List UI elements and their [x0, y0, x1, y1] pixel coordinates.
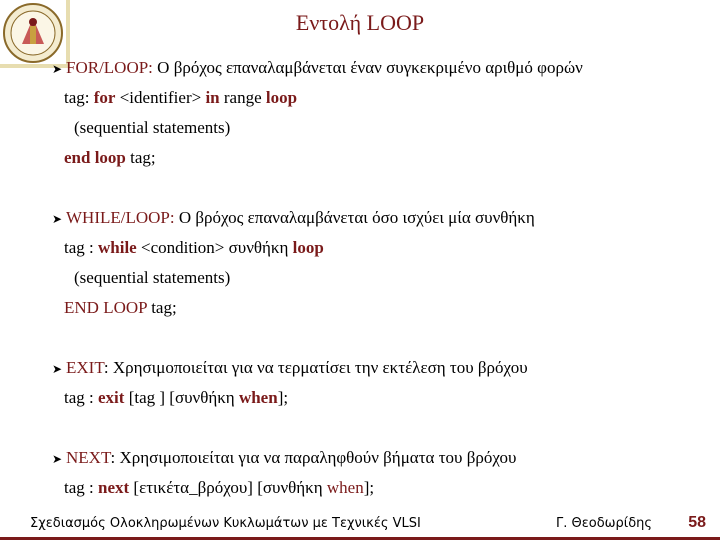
slide-title: Εντολή LOOP — [295, 10, 425, 35]
for-code-line-2: (sequential statements) — [74, 118, 231, 137]
exit-keyword: EXIT — [66, 358, 104, 377]
for-heading — [52, 58, 583, 78]
arrow-bullet-icon: ➤ — [52, 62, 63, 76]
page-number: 58 — [688, 514, 706, 531]
while-keyword: WHILE/LOOP: — [66, 208, 175, 227]
while-code-line-2: (sequential statements) — [74, 268, 231, 287]
for-code-line-3: end loop tag; — [64, 148, 156, 167]
footer-author: Γ. Θεοδωρίδης — [556, 516, 653, 531]
exit-code-line-1: tag : exit [tag ] [συνθήκη when]; — [64, 388, 289, 407]
next-code-line-1: tag : next [ετικέτα_βρόχου] [συνθήκη when]; — [64, 478, 375, 497]
for-keyword: FOR/LOOP: — [66, 58, 153, 77]
while-code-line-1: tag : while <condition> συνθήκη loop — [64, 238, 324, 257]
footer-course-title: Σχεδιασμός Ολοκληρωμένων Κυκλωμάτων με Τεχνικές VLSI — [30, 516, 421, 531]
arrow-bullet-icon: ➤ — [52, 212, 63, 226]
next-description: : Χρησιμοποιείται για να παραληφθούν βήματα του βρόχου — [110, 448, 517, 467]
arrow-bullet-icon: ➤ — [52, 452, 63, 466]
for-code-line-1: tag: for <identifier> in range loop — [64, 88, 298, 107]
exit-description: : Χρησιμοποιείται για να τερματίσει την εκτέλεση του βρόχου — [103, 358, 528, 377]
while-heading — [52, 208, 535, 228]
next-keyword: NEXT — [66, 448, 111, 467]
for-description: Ο βρόχος επαναλαμβάνεται έναν συγκεκριμένο αριθμό φορών — [152, 58, 583, 77]
while-description: Ο βρόχος επαναλαμβάνεται όσο ισχύει μία συνθήκη — [174, 208, 535, 227]
arrow-bullet-icon: ➤ — [52, 362, 63, 376]
exit-heading — [52, 358, 528, 378]
while-code-line-3: END LOOP tag; — [64, 298, 177, 317]
next-heading — [52, 448, 516, 468]
